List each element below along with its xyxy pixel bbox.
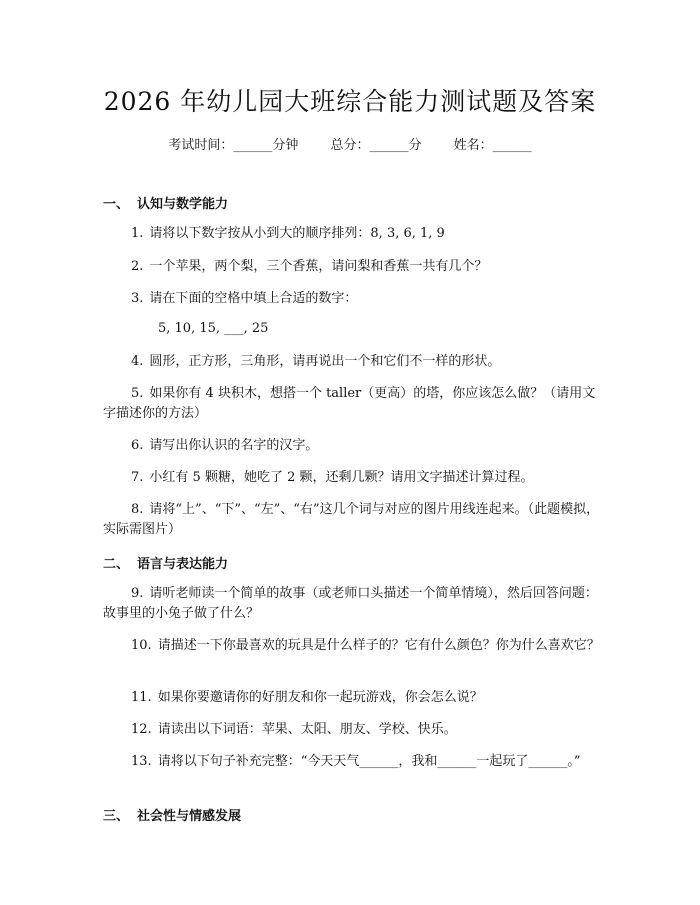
question-item: 3. 请在下面的空格中填上合适的数字： xyxy=(131,291,358,306)
question-item: 2. 一个苹果，两个梨，三个香蕉，请问梨和香蕉一共有几个？ xyxy=(131,259,488,274)
question-item: 10. 请描述一下你最喜欢的玩具是什么样子的？它有什么颜色？你为什么喜欢它？ xyxy=(131,638,600,653)
section-heading: 二、 语言与表达能力 xyxy=(103,557,229,572)
question-item: 11. 如果你要邀请你的好朋友和你一起玩游戏，你会怎么说？ xyxy=(131,690,483,705)
question-item: 13. 请将以下句子补充完整：“今天天气______，我和______一起玩了______。” xyxy=(131,754,581,769)
page-title: 2026 年幼儿园大班综合能力测试题及答案 xyxy=(103,87,597,116)
exam-meta xyxy=(0,134,700,153)
question-item: 7. 小红有 5 颗糖，她吃了 2 颗，还剩几颗？请用文字描述计算过程。 xyxy=(131,470,534,485)
question-item: 6. 请写出你认识的名字的汉字。 xyxy=(131,438,319,453)
section-heading: 一、 认知与数学能力 xyxy=(103,197,229,212)
student-name: 姓名：______ xyxy=(453,138,532,153)
question-item: 8. 请将“上”、“下”、“左”、“右”这几个词与对应的图片用线连起来。（此题模拟，实际需图片） xyxy=(103,502,600,537)
question-item: 5. 如果你有 4 块积木，想搭一个 taller（更高）的塔，你应该怎么做？（请用文字描述你的方法） xyxy=(103,386,596,421)
exam-time: 考试时间：______分钟 xyxy=(168,138,299,153)
question-item: 12. 请读出以下词语：苹果、太阳、朋友、学校、快乐。 xyxy=(131,722,457,737)
question-sub-line: 5, 10, 15, ___, 25 xyxy=(158,321,269,336)
section-heading: 三、 社会性与情感发展 xyxy=(103,809,242,824)
question-item: 1. 请将以下数字按从小到大的顺序排列：8, 3, 6, 1, 9 xyxy=(131,226,445,241)
exam-score: 总分：______分 xyxy=(330,138,422,153)
question-item: 4. 圆形，正方形，三角形，请再说出一个和它们不一样的形状。 xyxy=(131,354,501,369)
question-item: 9. 请听老师读一个简单的故事（或老师口头描述一个简单情境），然后回答问题：故事里的小兔子做了什么？ xyxy=(103,586,598,621)
